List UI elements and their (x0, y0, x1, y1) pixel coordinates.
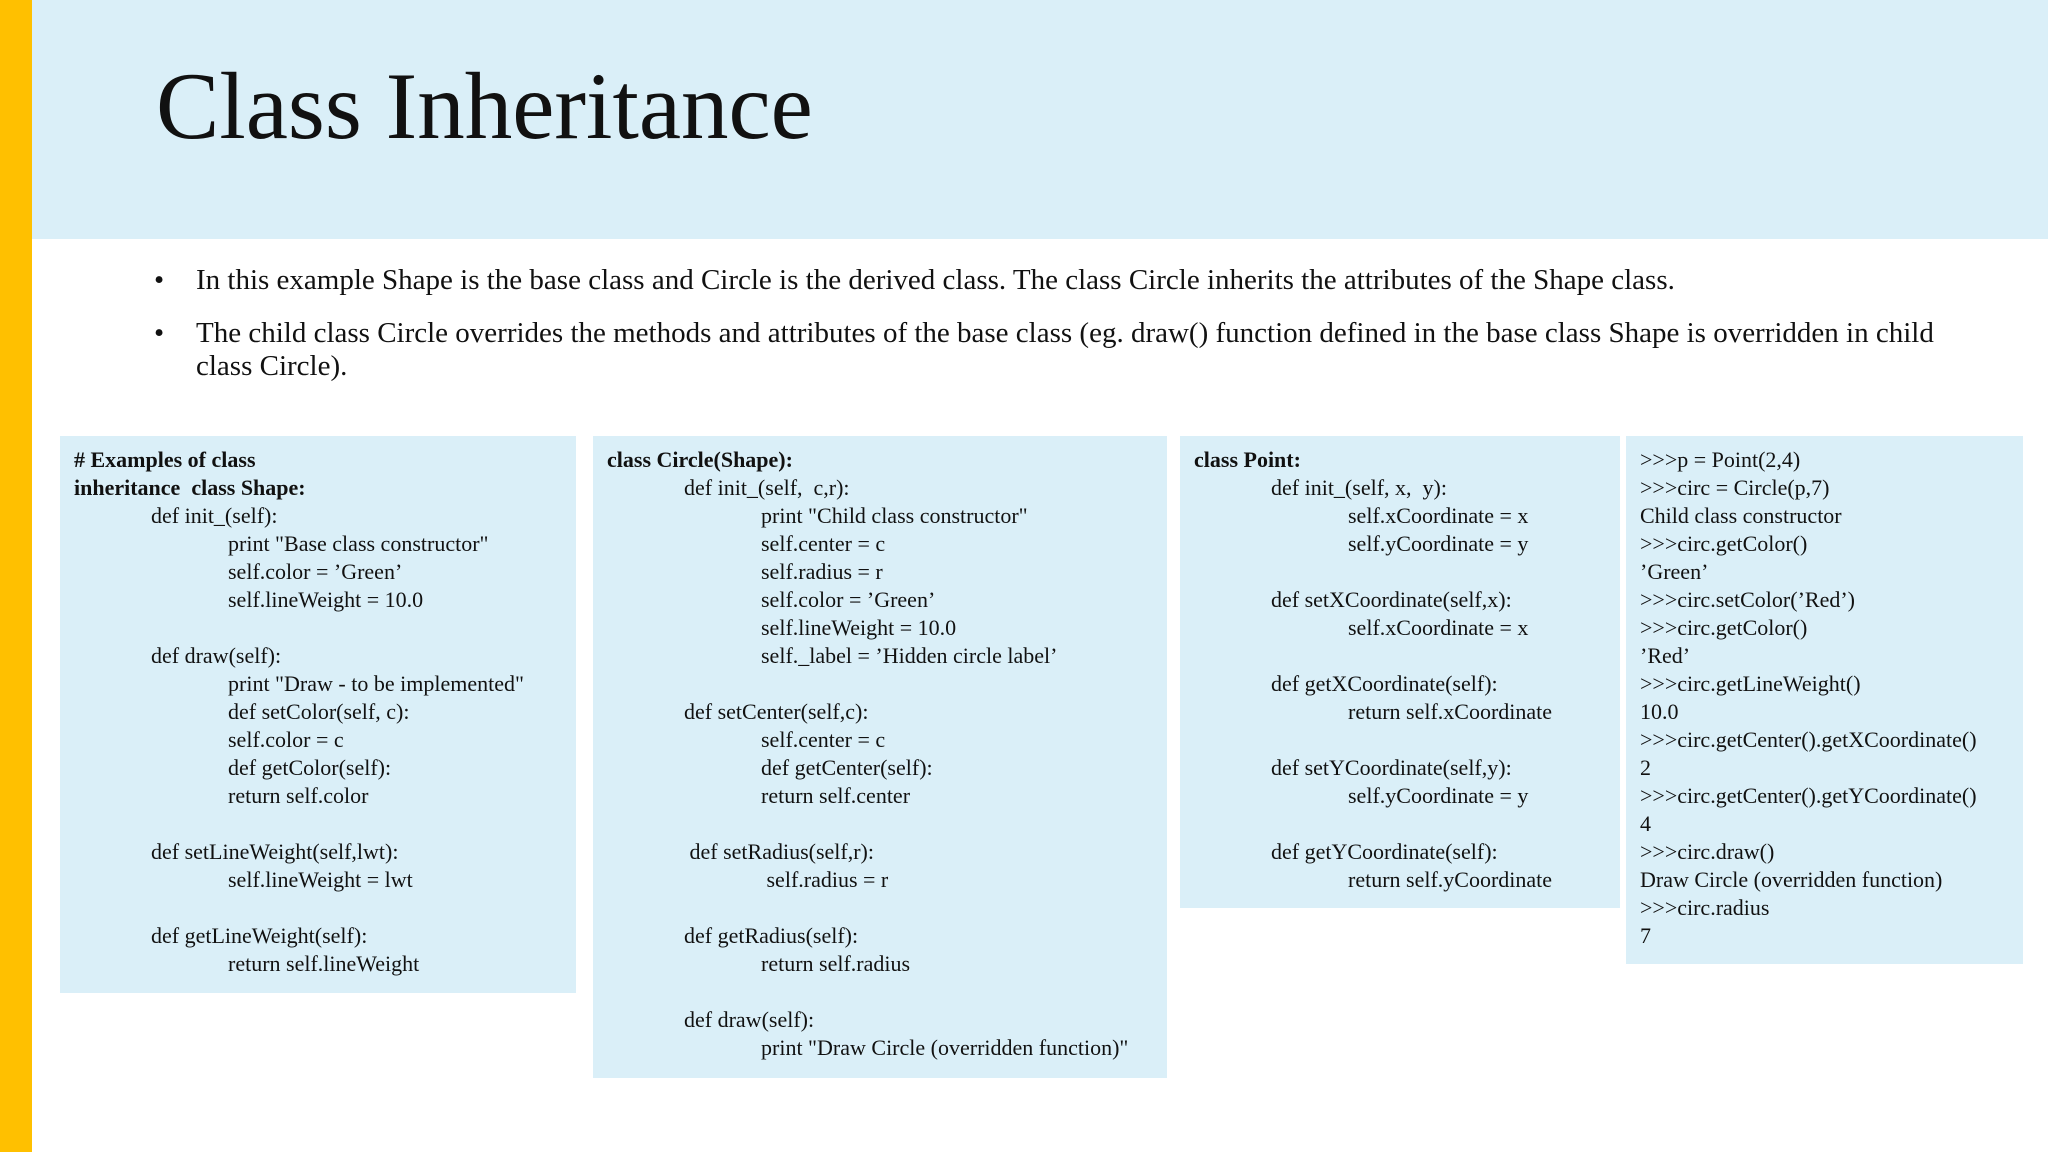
code-line: self.color = ’Green’ (228, 559, 403, 584)
code-line (607, 810, 1153, 838)
code-line: return self.xCoordinate (1348, 699, 1553, 724)
code-line: 10.0 (1640, 699, 1679, 724)
code-line: def init_(self, c,r): (684, 475, 850, 500)
code-line: >>>circ.getCenter().getYCoordinate() (1640, 783, 1977, 808)
code-line: return self.lineWeight (228, 951, 420, 976)
code-line: def getCenter(self): (761, 755, 933, 780)
bullet-dot-icon: • (154, 317, 165, 349)
code-line: def draw(self): (684, 1007, 815, 1032)
code-line: >>>circ.setColor(’Red’) (1640, 587, 1855, 612)
code-line (1194, 726, 1606, 754)
code-line: Draw Circle (overridden function) (1640, 867, 1943, 892)
code-line: self._label = ’Hidden circle label’ (761, 643, 1058, 668)
slide-title: Class Inheritance (156, 53, 813, 159)
bullet-item (150, 317, 1990, 383)
bullet-text: The child class Circle overrides the methods and attributes of the base class (eg. draw() function defined in the base class Shape is overridden in child class Circle). (196, 317, 1934, 382)
code-line: def init_(self): (151, 503, 278, 528)
code-line: >>>circ = Circle(p,7) (1640, 475, 1830, 500)
code-line: def getLineWeight(self): (151, 923, 368, 948)
code-line: 4 (1640, 811, 1651, 836)
bullet-text: In this example Shape is the base class and Circle is the derived class. The class Circle inherits the attributes of the Shape class. (196, 264, 1675, 296)
code-line (74, 894, 562, 922)
accent-bar (0, 0, 32, 1152)
code-line: self.radius = r (761, 559, 883, 584)
code-line: self.color = c (228, 727, 344, 752)
code-line (1194, 558, 1606, 586)
code-line (1194, 810, 1606, 838)
code-line: self.xCoordinate = x (1348, 503, 1529, 528)
code-line: def getYCoordinate(self): (1271, 839, 1498, 864)
code-line: 2 (1640, 755, 1651, 780)
code-line: def setColor(self, c): (228, 699, 410, 724)
code-line: self.yCoordinate = y (1348, 531, 1529, 556)
code-line (607, 670, 1153, 698)
code-line: def setRadius(self,r): (684, 839, 874, 864)
code-line: def getXCoordinate(self): (1271, 671, 1498, 696)
code-line: return self.center (761, 783, 911, 808)
code-line: >>>circ.draw() (1640, 839, 1775, 864)
code-line: return self.radius (761, 951, 911, 976)
code-line: print "Child class constructor" (761, 503, 1028, 528)
code-line: def setXCoordinate(self,x): (1271, 587, 1512, 612)
code-line: self.xCoordinate = x (1348, 615, 1529, 640)
code-line: self.radius = r (761, 867, 889, 892)
code-line: print "Draw - to be implemented" (228, 671, 524, 696)
code-line: >>>p = Point(2,4) (1640, 447, 1801, 472)
code-line: def setYCoordinate(self,y): (1271, 755, 1512, 780)
code-line: def draw(self): (151, 643, 282, 668)
code-line: class Circle(Shape): (607, 447, 793, 472)
code-line: class Point: (1194, 447, 1301, 472)
code-line: return self.color (228, 783, 369, 808)
code-line: self.center = c (761, 531, 886, 556)
bullet-item (150, 264, 1990, 297)
code-line: ’Green’ (1640, 559, 1709, 584)
interpreter-session-box (1626, 436, 2023, 964)
code-line: print "Base class constructor" (228, 531, 489, 556)
shape-class-code-box (60, 436, 576, 993)
code-line: Child class constructor (1640, 503, 1842, 528)
circle-class-code-box (593, 436, 1167, 1078)
code-line: return self.yCoordinate (1348, 867, 1553, 892)
code-line: def getColor(self): (228, 755, 392, 780)
code-line: self.center = c (761, 727, 886, 752)
point-class-code-box (1180, 436, 1620, 908)
code-line: def setCenter(self,c): (684, 699, 869, 724)
code-line (607, 978, 1153, 1006)
code-line (74, 614, 562, 642)
code-line: def getRadius(self): (684, 923, 859, 948)
code-line: >>>circ.getLineWeight() (1640, 671, 1861, 696)
code-line: self.lineWeight = lwt (228, 867, 413, 892)
bullet-dot-icon: • (154, 264, 165, 296)
code-line: >>>circ.radius (1640, 895, 1770, 920)
code-line: >>>circ.getColor() (1640, 531, 1808, 556)
code-line: ’Red’ (1640, 643, 1691, 668)
code-line: 7 (1640, 923, 1651, 948)
code-line: >>>circ.getCenter().getXCoordinate() (1640, 727, 1977, 752)
bullet-list (150, 264, 1990, 403)
code-line: >>>circ.getColor() (1640, 615, 1808, 640)
code-line: print "Draw Circle (overridden function)" (761, 1035, 1129, 1060)
code-line: self.color = ’Green’ (761, 587, 936, 612)
code-line: inheritance class Shape: (74, 475, 306, 500)
code-line: self.lineWeight = 10.0 (228, 587, 424, 612)
code-line (607, 894, 1153, 922)
code-line: self.yCoordinate = y (1348, 783, 1529, 808)
code-line: self.lineWeight = 10.0 (761, 615, 957, 640)
code-line (74, 810, 562, 838)
code-line: def init_(self, x, y): (1271, 475, 1447, 500)
code-line: # Examples of class (74, 447, 256, 472)
code-line (1194, 642, 1606, 670)
code-line: def setLineWeight(self,lwt): (151, 839, 399, 864)
